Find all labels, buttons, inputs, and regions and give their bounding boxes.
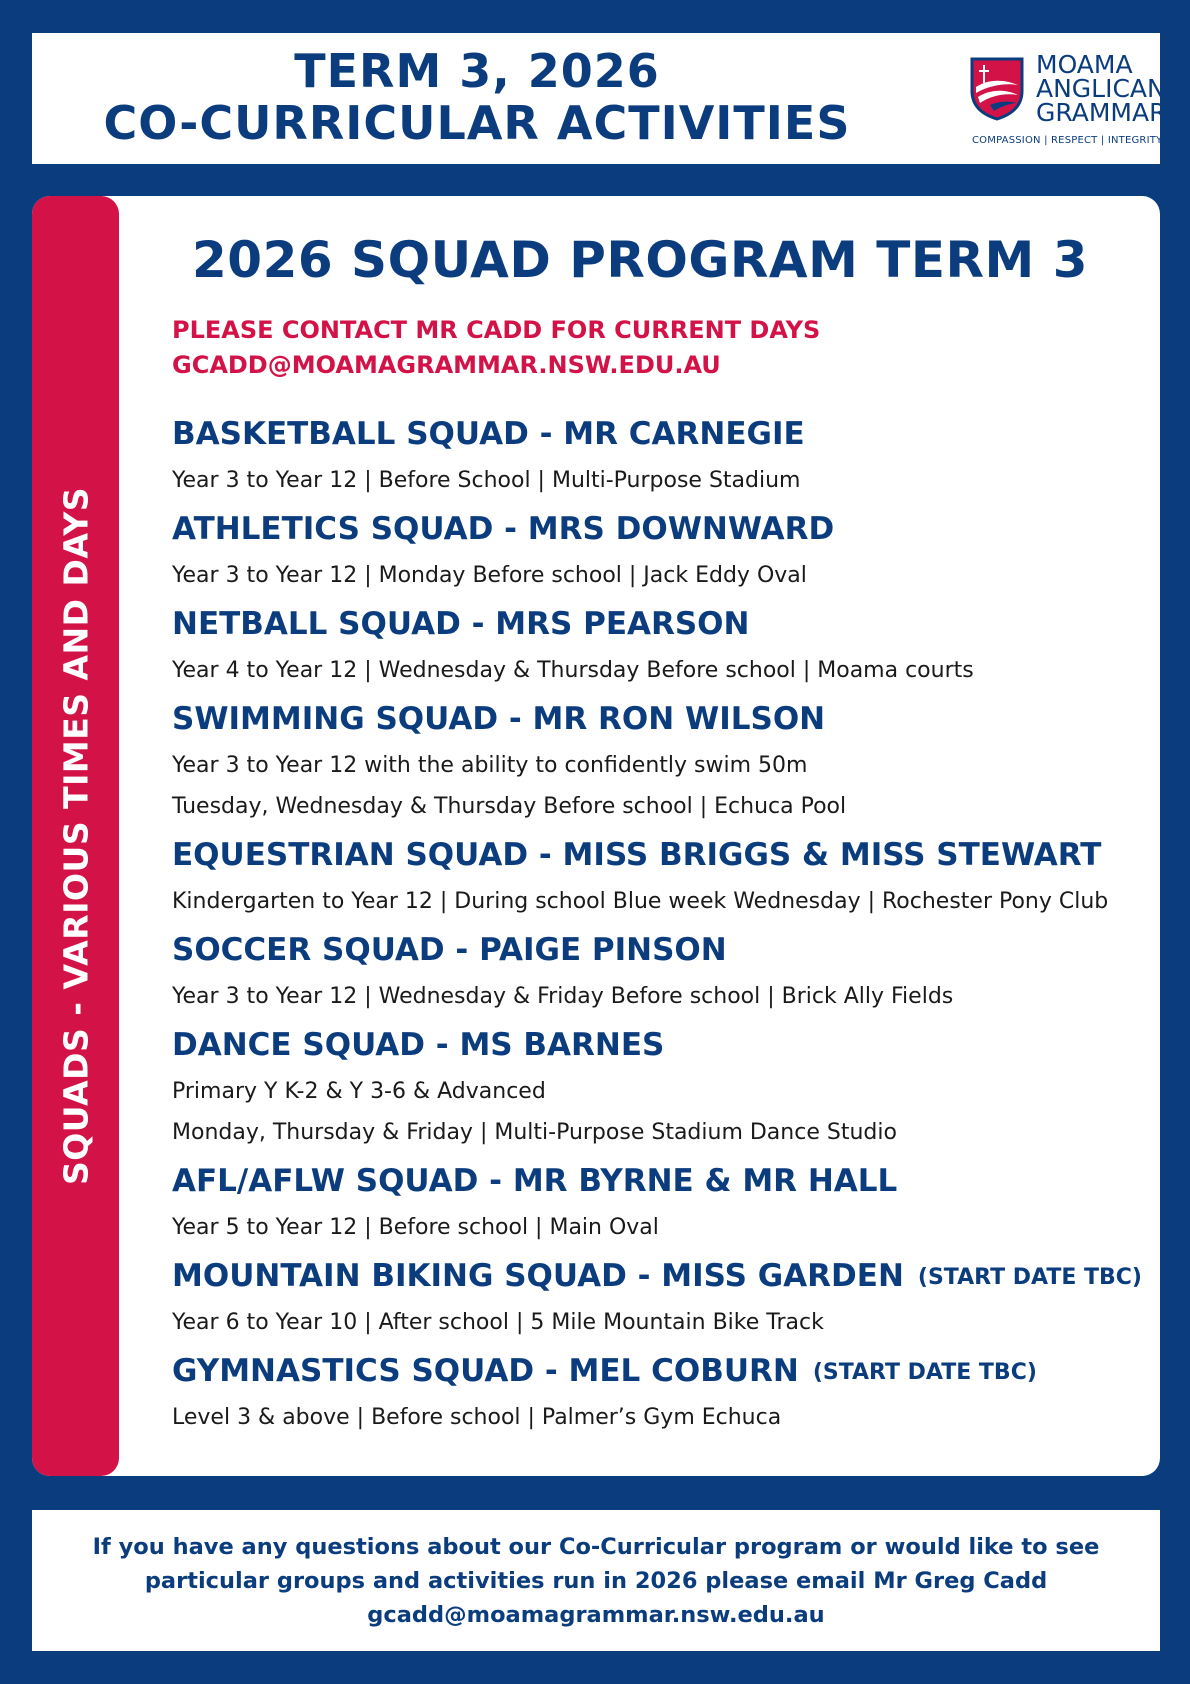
footer-email: gcadd@moamagrammar.nsw.edu.au (367, 1602, 825, 1628)
squad-title-mountain-biking (172, 1257, 1142, 1299)
school-name-line3: GRAMMAR (1036, 98, 1167, 127)
squad-title-equestrian: EQUESTRIAN SQUAD - MISS BRIGGS & MISS STEWART (172, 837, 1102, 873)
squad-title-soccer: SOCCER SQUAD - PAIGE PINSON (172, 932, 727, 968)
squad-title-athletics: ATHLETICS SQUAD - MRS DOWNWARD (172, 511, 835, 547)
squad-title-dance: DANCE SQUAD - MS BARNES (172, 1027, 665, 1063)
squad-title-afl: AFL/AFLW SQUAD - MR BYRNE & MR HALL (172, 1163, 898, 1199)
squad-details-dance-2: Monday, Thursday & Friday | Multi-Purpose Stadium Dance Studio (172, 1120, 897, 1145)
footer-banner (32, 1510, 1160, 1651)
footer-line: particular groups and activities run in 2026 please email Mr Greg Cadd (144, 1568, 1048, 1594)
start-date-note: (START DATE TBC) (812, 1360, 1037, 1385)
squad-details-swimming-2: Tuesday, Wednesday & Thursday Before school | Echuca Pool (172, 794, 847, 819)
footer-line: If you have any questions about our Co-Curricular program or would like to see (92, 1534, 1100, 1560)
footer-message (32, 1530, 1160, 1632)
squad-details-athletics: Year 3 to Year 12 | Monday Before school | Jack Eddy Oval (172, 563, 807, 588)
header-banner (32, 33, 1167, 164)
school-name-line2: ANGLICAN (1036, 74, 1166, 103)
school-shield-icon (970, 57, 1024, 121)
school-name-line1: MOAMA (1036, 50, 1133, 79)
contact-notice (172, 313, 820, 383)
squad-details-equestrian: Kindergarten to Year 12 | During school Blue week Wednesday | Rochester Pony Club (172, 889, 1109, 914)
squad-details-dance-1: Primary Y K-2 & Y 3-6 & Advanced (172, 1079, 546, 1104)
squad-name-mountain-biking: MOUNTAIN BIKING SQUAD - MISS GARDEN (172, 1258, 904, 1294)
school-tagline: COMPASSION | RESPECT | INTEGRITY (972, 135, 1163, 146)
squad-title-basketball: BASKETBALL SQUAD - MR CARNEGIE (172, 416, 805, 452)
page-title-line1: TERM 3, 2026 (294, 44, 660, 98)
start-date-note: (START DATE TBC) (917, 1265, 1142, 1290)
squad-details-soccer: Year 3 to Year 12 | Wednesday & Friday Before school | Brick Ally Fields (172, 984, 954, 1009)
squad-name-gymnastics: GYMNASTICS SQUAD - MEL COBURN (172, 1353, 799, 1389)
program-title: 2026 SQUAD PROGRAM TERM 3 (191, 231, 1089, 289)
page-title-line2: CO-CURRICULAR ACTIVITIES (103, 96, 851, 150)
squad-title-swimming: SWIMMING SQUAD - MR RON WILSON (172, 701, 826, 737)
squad-details-netball: Year 4 to Year 12 | Wednesday & Thursday Before school | Moama courts (172, 658, 974, 683)
contact-email: GCADD@MOAMAGRAMMAR.NSW.EDU.AU (172, 351, 721, 379)
contact-line: PLEASE CONTACT MR CADD FOR CURRENT DAYS (172, 316, 821, 344)
squad-title-netball: NETBALL SQUAD - MRS PEARSON (172, 606, 750, 642)
squad-title-gymnastics (172, 1352, 1037, 1394)
page-title (32, 45, 922, 149)
school-name (1036, 50, 1167, 127)
side-tab-label: SQUADS - VARIOUS TIMES AND DAYS (56, 487, 96, 1186)
squad-details-mountain-biking: Year 6 to Year 10 | After school | 5 Mile Mountain Bike Track (172, 1310, 824, 1335)
squad-details-swimming-1: Year 3 to Year 12 with the ability to confidently swim 50m (172, 753, 808, 778)
squad-details-gymnastics: Level 3 & above | Before school | Palmer’s Gym Echuca (172, 1405, 782, 1430)
squad-details-basketball: Year 3 to Year 12 | Before School | Multi-Purpose Stadium (172, 468, 801, 493)
squad-details-afl: Year 5 to Year 12 | Before school | Main Oval (172, 1215, 659, 1240)
school-logo (940, 50, 1167, 153)
